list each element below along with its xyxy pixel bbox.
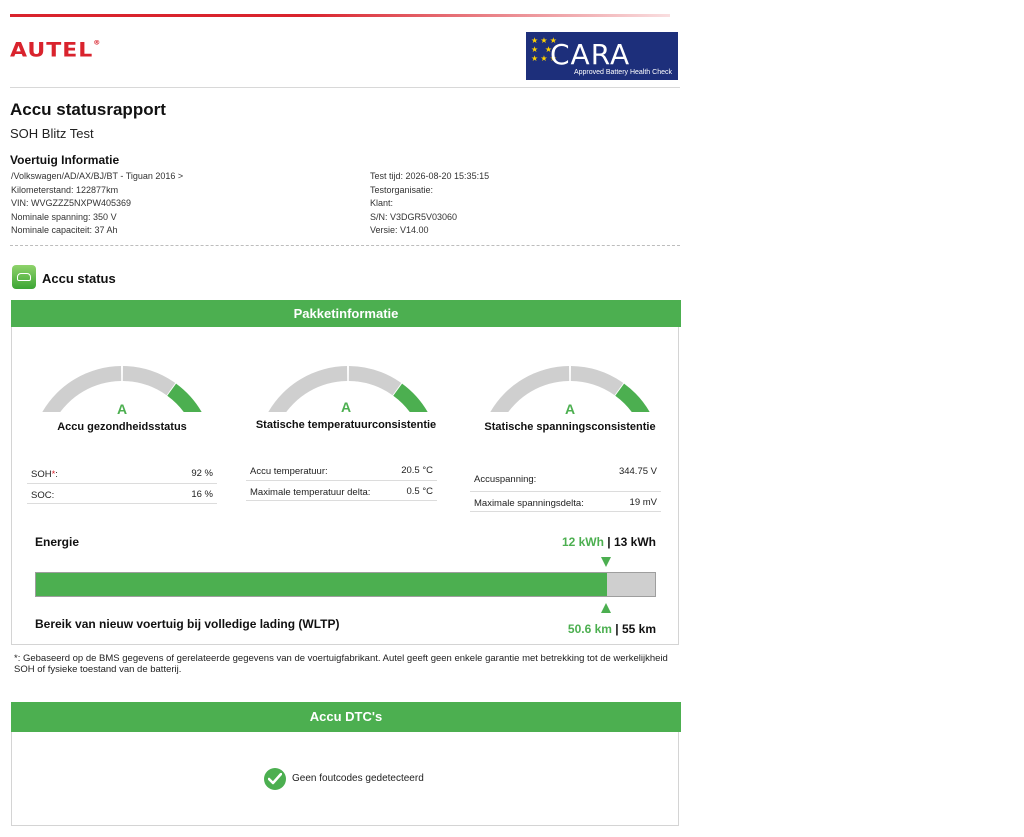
vehicle-path: /Volkswagen/AD/AX/BJ/BT - Tiguan 2016 > (11, 171, 184, 181)
range-label: Bereik van nieuw voertuig bij volledige lading (WLTP) (35, 617, 340, 631)
health-gauge-title: Accu gezondheidsstatus (57, 421, 187, 433)
battery-car-icon (12, 265, 36, 289)
energy-separator: | (603, 535, 614, 549)
gauge-segment-grey (490, 366, 569, 412)
cara-badge (526, 32, 678, 80)
soc-row (27, 484, 217, 504)
vehicle-vin: VIN: WVGZZZ5NXPW405369 (11, 198, 132, 209)
voltage-row (470, 463, 661, 492)
stars-icon: ★ ★ ★ ★ ★ ★ ★ ★ (531, 36, 557, 63)
serial-number: S/N: V3DGR5V03060 (370, 211, 458, 222)
vehicle-mileage: Kilometerstand: 122877km (11, 184, 119, 195)
gauge-segment-grey (123, 366, 175, 395)
autel-logo: AUTEL® (10, 39, 102, 62)
voltage-delta-label: Maximale spanningsdelta: (474, 498, 584, 509)
temperature-delta-label: Maximale temperatuur delta: (250, 487, 371, 498)
cara-badge-name: CARA (550, 38, 631, 71)
voltage-value: 344.75 V (618, 466, 657, 477)
range-separator: | (611, 622, 622, 636)
temperature-row (246, 461, 437, 481)
voltage-gauge-title: Statische spanningsconsistentie (484, 421, 656, 433)
range-current: 50.6 km (567, 622, 612, 636)
range-values (568, 622, 656, 636)
energy-marker-top (601, 557, 611, 567)
dtc-message: Geen foutcodes gedetecteerd (292, 773, 424, 784)
vehicle-nominal-capacity: Nominale capaciteit: 37 Ah (11, 225, 118, 236)
soh-label: SOH*: (31, 469, 58, 480)
customer: Klant: (370, 198, 394, 209)
voltage-grade: A (565, 401, 576, 417)
gauge-segment-green (393, 384, 427, 412)
header-accent-line (10, 14, 670, 17)
voltage-label: Accuspanning: (474, 474, 537, 485)
energy-current: 12 kWh (561, 535, 604, 549)
soh-row (27, 464, 217, 484)
temperature-value: 20.5 °C (401, 465, 433, 476)
health-grade: A (117, 401, 128, 417)
temperature-delta-value: 0.5 °C (406, 486, 433, 497)
report-title: Accu statusrapport (10, 100, 166, 119)
energy-label: Energie (35, 535, 80, 549)
report-subtitle: SOH Blitz Test (10, 126, 94, 141)
gauge-segment-grey (268, 366, 347, 412)
temperature-grade: A (341, 399, 352, 415)
temperature-gauge-title: Statische temperatuurconsistentie (255, 419, 437, 431)
energy-bar (35, 572, 656, 597)
range-marker-bottom (601, 603, 611, 613)
gauge-segment-grey (42, 366, 121, 412)
cara-badge-subtitle: Approved Battery Health Check (573, 69, 672, 76)
vehicle-info-left (11, 170, 183, 238)
check-icon (264, 768, 286, 790)
test-time: Test tijd: 2026-08-20 15:35:15 (370, 171, 490, 181)
voltage-delta-value: 19 mV (629, 497, 657, 508)
voltage-delta-row (470, 492, 661, 512)
temperature-delta-row (246, 481, 437, 501)
gauge-segment-grey (571, 366, 623, 395)
soc-label: SOC: (31, 490, 55, 501)
temperature-label: Accu temperatuur: (250, 466, 328, 477)
gauge-segment-green (167, 384, 201, 412)
test-organisation: Testorganisatie: (370, 184, 434, 195)
footnote-marker: * (51, 469, 56, 480)
gauge-segment-green (615, 384, 649, 412)
accu-status-title: Accu status (42, 271, 116, 286)
dtc-panel (11, 702, 679, 826)
vehicle-info-heading: Voertuig Informatie (10, 153, 120, 167)
energy-total: 13 kWh (613, 535, 656, 549)
dashed-divider (10, 245, 680, 246)
footnote: *: Gebaseerd op de BMS gegevens of gerelateerde gegevens van de voertuigfabrikant. Autel geeft geen enkele garantie met betrekking tot de werkelijkheid SOH of fysieke toestand van de batterij. (14, 653, 668, 675)
gauge-segment-grey (349, 366, 401, 395)
divider (10, 87, 680, 88)
energy-values (562, 535, 656, 549)
energy-bar-fill (36, 573, 607, 596)
soc-value: 16 % (191, 489, 213, 500)
software-version: Versie: V14.00 (370, 225, 429, 236)
pack-info-heading: Pakketinformatie (11, 300, 681, 327)
vehicle-info-right (370, 170, 489, 238)
soh-value: 92 % (191, 468, 213, 479)
dtc-heading: Accu DTC's (11, 702, 681, 732)
vehicle-nominal-voltage: Nominale spanning: 350 V (11, 211, 117, 222)
range-total: 55 km (621, 622, 656, 636)
